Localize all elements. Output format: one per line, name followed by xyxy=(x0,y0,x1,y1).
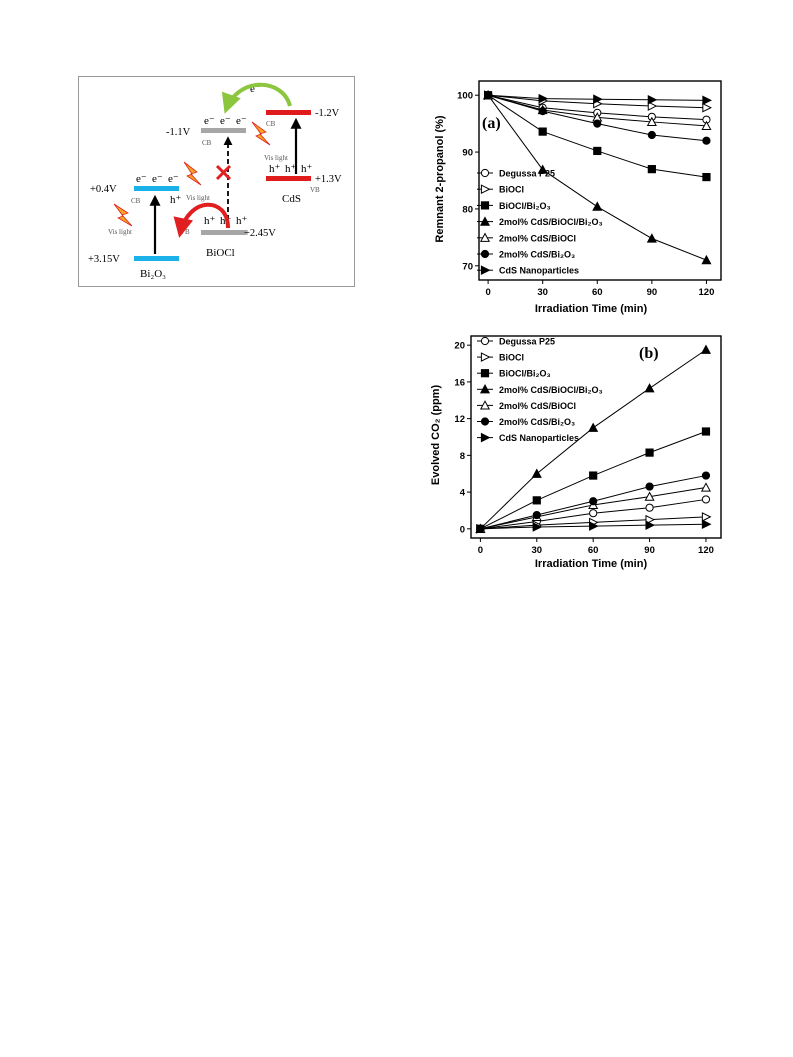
chart-a-series-6-point xyxy=(648,96,656,104)
chart-a-legend-4-label: 2mol% CdS/BiOCl xyxy=(499,233,577,244)
chart-a-series-2-point xyxy=(703,173,710,180)
chart-a-series-1-point xyxy=(703,104,711,112)
chart-b-legend-0-symbol xyxy=(481,337,488,344)
chart-b-legend-3-label: 2mol% CdS/BiOCl/Bi₂O₃ xyxy=(499,384,603,395)
cds-cb-label: CB xyxy=(266,120,276,128)
cds-vb-band xyxy=(266,176,311,181)
chart-a-legend-6-label: CdS Nanoparticles xyxy=(499,265,580,276)
chart-a-x-axis-label: Irradiation Time (min) xyxy=(534,303,648,315)
chart-a-legend-2-label: BiOCl/Bi₂O₃ xyxy=(499,200,551,211)
chart-b-y-tick-label: 12 xyxy=(454,414,465,426)
bi2o3-cb-band xyxy=(134,186,179,191)
chart-b-series-4-point xyxy=(702,483,710,491)
biocl-vb-band xyxy=(201,230,246,235)
chart-a-svg xyxy=(425,75,725,320)
chart-b-series-0-point xyxy=(590,510,597,517)
chart-a-series-5-point xyxy=(648,131,655,138)
chart-a-legend-3-label: 2mol% CdS/BiOCl/Bi₂O₃ xyxy=(499,217,603,228)
chart-b-series-2-point xyxy=(533,497,540,504)
chart-b-series-5-point xyxy=(646,483,653,490)
biocl-electron-2: e⁻ xyxy=(220,115,231,127)
chart-a-x-tick-label: 30 xyxy=(537,287,548,298)
chart-b-x-tick-label: 90 xyxy=(644,545,655,556)
chart-b-legend-0-label: Degussa P25 xyxy=(499,336,556,347)
cds-hole-3: h⁺ xyxy=(301,163,313,175)
chart-b-panel-label: (b) xyxy=(639,345,659,362)
bi2o3-name: Bi₂O₃ xyxy=(140,268,167,280)
chart-a-series-6-point xyxy=(703,96,711,104)
chart-b-y-tick-label: 20 xyxy=(454,340,465,352)
cds-hole-1: h⁺ xyxy=(269,163,281,175)
chart-b-series-2-point xyxy=(590,472,597,479)
cds-vis-light-label: Vis light xyxy=(264,154,288,162)
chart-b-x-tick-label: 60 xyxy=(587,545,599,556)
chart-a-series-2-point xyxy=(648,166,655,173)
chart-b-series-2-point xyxy=(646,449,653,456)
chart-a-legend-1-symbol xyxy=(481,185,489,193)
biocl-vb-potential: +2.45V xyxy=(244,228,276,239)
chart-a-x-tick-label: 0 xyxy=(485,287,491,298)
biocl-vis-light-label: Vis light xyxy=(186,194,210,202)
bi2o3-electron-1: e⁻ xyxy=(136,173,147,185)
chart-b-legend-4-label: 2mol% CdS/BiOCl xyxy=(499,400,577,411)
chart-a-y-tick-label: 70 xyxy=(462,261,473,273)
cds-vb-label: VB xyxy=(310,186,320,194)
chart-b-series-0-point xyxy=(646,504,653,511)
bi2o3-electron-3: e⁻ xyxy=(168,173,179,185)
biocl-electron-1: e⁻ xyxy=(204,115,215,127)
biocl-hole-1: h⁺ xyxy=(204,215,216,227)
chart-b-y-tick-label: 4 xyxy=(459,487,465,499)
chart-b-y-tick-label: 0 xyxy=(459,524,465,536)
chart-b-legend-5-label: 2mol% CdS/Bi₂O₃ xyxy=(499,417,576,427)
chart-a-legend-2-symbol xyxy=(481,202,488,209)
chart-b-series-5-point xyxy=(590,498,597,505)
bi2o3-vis-light-label: Vis light xyxy=(108,228,132,236)
chart-a-series-5-point xyxy=(703,137,710,144)
chart-b-y-tick-label: 8 xyxy=(459,450,465,462)
cds-cb-potential: -1.2V xyxy=(315,108,340,119)
biocl-electron-3: e⁻ xyxy=(236,115,247,127)
band-diagram-svg xyxy=(78,76,355,287)
chart-b-y-axis-label: Evolved CO₂ (ppm) xyxy=(430,384,442,486)
biocl-cb-label: CB xyxy=(202,139,212,147)
chart-a-x-tick-label: 60 xyxy=(591,287,603,298)
biocl-name: BiOCl xyxy=(206,247,235,259)
biocl-cb-potential: -1.1V xyxy=(166,127,191,138)
chart-b-series-3-point xyxy=(589,424,597,432)
chart-a-series-2-point xyxy=(594,147,601,154)
biocl-hole-2: h⁺ xyxy=(220,215,232,227)
chart-a-series-3-point xyxy=(648,234,656,242)
chart-a xyxy=(425,75,725,320)
chart-a-series-3-point xyxy=(702,256,710,264)
chart-b-x-tick-label: 120 xyxy=(698,545,714,556)
bi2o3-cb-potential: +0.4V xyxy=(90,184,117,195)
chart-b-legend-6-label: CdS Nanoparticles xyxy=(499,433,580,444)
chart-a-y-axis-label: Remnant 2-propanol (%) xyxy=(434,115,446,243)
chart-b xyxy=(425,330,725,575)
chart-b-series-2-point xyxy=(702,428,709,435)
transfer-electron: e⁻ xyxy=(250,83,261,95)
cds-vb-potential: +1.3V xyxy=(315,174,342,185)
chart-b-series-6-point xyxy=(702,520,710,528)
cds-cb-band xyxy=(266,110,311,115)
chart-a-legend-0-symbol xyxy=(481,169,488,176)
chart-b-legend-1-symbol xyxy=(481,353,489,361)
chart-b-y-tick-label: 16 xyxy=(454,377,465,389)
chart-a-legend-5-label: 2mol% CdS/Bi₂O₃ xyxy=(499,249,576,260)
bi2o3-cb-label: CB xyxy=(131,197,141,205)
chart-a-series-5-point xyxy=(539,108,546,115)
chart-a-series-5-point xyxy=(594,120,601,127)
chart-a-series-2-point xyxy=(539,128,546,135)
chart-b-series-0-point xyxy=(702,496,709,503)
chart-b-series-5-point xyxy=(702,472,709,479)
chart-a-y-tick-label: 100 xyxy=(457,90,473,102)
chart-a-y-tick-label: 80 xyxy=(462,204,473,216)
bi2o3-hole: h⁺ xyxy=(170,194,182,206)
chart-a-series-3-point xyxy=(593,202,601,210)
chart-a-legend-1-label: BiOCl xyxy=(499,184,525,195)
band-diagram xyxy=(78,76,355,287)
chart-a-y-tick-label: 90 xyxy=(462,147,473,159)
bi2o3-electron-2: e⁻ xyxy=(152,173,163,185)
chart-a-panel-label: (a) xyxy=(482,115,501,132)
chart-b-series-5-point xyxy=(533,511,540,518)
chart-b-legend-2-symbol xyxy=(481,370,488,377)
chart-b-series-6-point xyxy=(646,521,654,529)
chart-b-legend-1-label: BiOCl xyxy=(499,352,525,363)
chart-b-legend-2-label: BiOCl/Bi₂O₃ xyxy=(499,368,551,379)
biocl-vb-label: VB xyxy=(180,228,190,236)
chart-a-x-tick-label: 90 xyxy=(646,287,658,298)
bi2o3-vb-band xyxy=(134,256,179,261)
chart-b-svg xyxy=(425,330,725,575)
biocl-cb-band xyxy=(201,128,246,133)
chart-b-series-1-point xyxy=(702,513,710,521)
chart-a-legend-0-label: Degussa P25 xyxy=(499,168,556,179)
chart-b-legend-5-symbol xyxy=(481,418,488,425)
chart-b-series-3-point xyxy=(702,346,710,354)
chart-b-x-axis-label: Irradiation Time (min) xyxy=(534,558,648,570)
chart-a-legend-5-symbol xyxy=(481,250,488,257)
cds-name: CdS xyxy=(282,193,301,205)
chart-a-series-2-line xyxy=(488,95,706,177)
chart-a-x-tick-label: 120 xyxy=(698,287,715,298)
chart-b-x-tick-label: 0 xyxy=(477,545,484,556)
chart-b-legend-6-symbol xyxy=(481,434,489,442)
bi2o3-vb-potential: +3.15V xyxy=(88,254,120,265)
cds-hole-2: h⁺ xyxy=(285,163,297,175)
biocl-hole-3: h⁺ xyxy=(236,215,248,227)
chart-b-x-tick-label: 30 xyxy=(531,545,543,556)
chart-b-series-3-point xyxy=(645,384,653,392)
chart-a-legend-6-symbol xyxy=(481,266,489,274)
